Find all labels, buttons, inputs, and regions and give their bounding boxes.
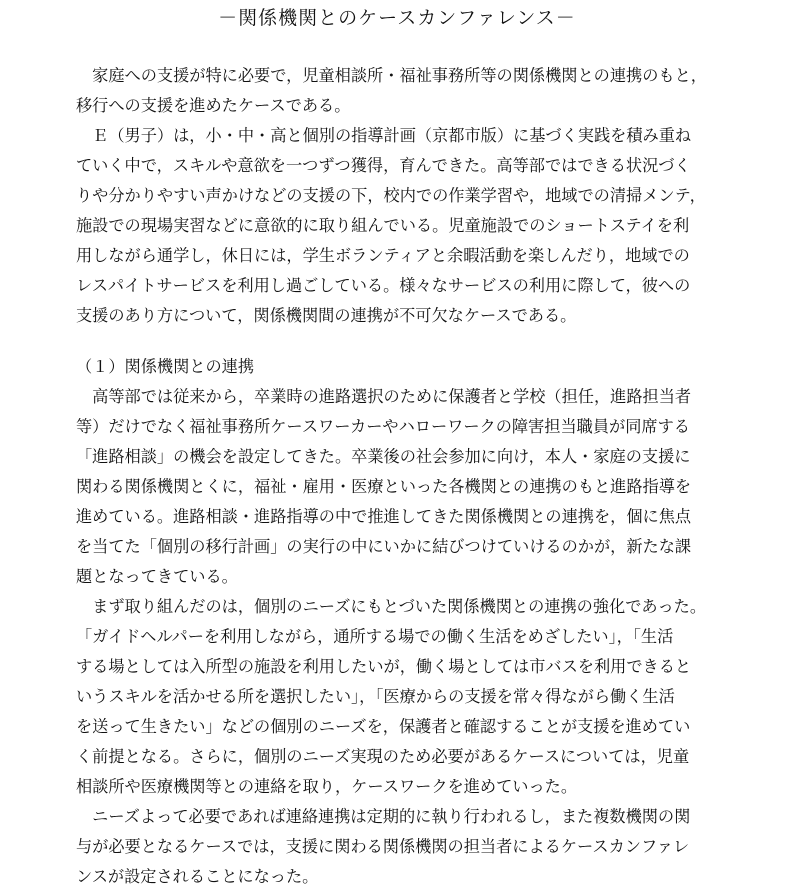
text-line: ていく中で，スキルや意欲を一つずつ獲得，育んできた。高等部ではできる状況づく — [76, 156, 691, 175]
intro-paragraphs — [76, 61, 726, 331]
section-paragraphs — [76, 382, 726, 892]
text-line: 「進路相談」の機会を設定してきた。卒業後の社会参加に向け，本人・家庭の支援に — [76, 447, 691, 466]
text-line: いうスキルを活かせる所を選択したい」，「医療からの支援を常々得ながら働く生活 — [76, 687, 675, 706]
text-line: 高等部では従来から，卒業時の進路選択のために保護者と学校（担任，進路担当者 — [76, 387, 692, 406]
text-line: 「ガイドヘルパーを利用しながら，通所する場での働く生活をめざしたい」，「生活 — [76, 627, 674, 646]
text-line: する場としては入所型の施設を利用したいが，働く場としては市バスを利用できると — [76, 657, 692, 676]
text-line: Ｅ（男子）は，小・中・高と個別の指導計画（京都市版）に基づく実践を積み重ね — [76, 126, 692, 145]
text-line: 用しながら通学し，休日には，学生ボランティアと余暇活動を楽しんだり，地域での — [76, 246, 690, 265]
text-line: 施設での現場実習などに意欲的に取り組んでいる。児童施設でのショートステイを利 — [76, 216, 690, 235]
text-line: ンスが設定されることになった。 — [76, 867, 319, 886]
text-line: 支援のあり方について，関係機関間の連携が不可欠なケースである。 — [76, 306, 577, 325]
text-line: 相談所や医療機関等との連絡を取り，ケースワークを進めていった。 — [76, 777, 578, 796]
text-line: 家庭への支援が特に必要で，児童相談所・福祉事務所等の関係機関との連携のもと， — [76, 66, 707, 85]
text-line: ニーズよって必要であれば連絡連携は定期的に執り行われるし，また複数機関の関 — [76, 807, 691, 826]
text-line: 与が必要となるケースでは，支援に関わる関係機関の担当者によるケースカンファレ — [76, 837, 690, 856]
section-heading: （１）関係機関との連携 — [76, 357, 255, 376]
text-line: く前提となる。さらに，個別のニーズ実現のため必要があるケースについては，児童 — [76, 747, 690, 766]
text-line: レスパイトサービスを利用し過ごしている。様々なサービスの利用に際して，彼への — [76, 276, 691, 295]
text-line: 進めている。進路相談・進路指導の中で推進してきた関係機関との連携を，個に焦点 — [76, 507, 692, 526]
text-line: を当てた「個別の移行計画」の実行の中にいかに結びつけていけるのかが，新たな課 — [76, 537, 692, 556]
text-line: 移行への支援を進めたケースである。 — [76, 96, 351, 115]
text-line: 題となってきている。 — [76, 567, 238, 586]
text-line: 等）だけでなく福祉事務所ケースワーカーやハローワークの障害担当職員が同席する — [76, 417, 690, 436]
text-line: を送って生きたい」などの個別のニーズを，保護者と確認することが支援を進めてい — [76, 717, 691, 736]
document-title: －関係機関とのケースカンファレンス－ — [218, 7, 576, 29]
text-line: りや分かりやすい声かけなどの支援の下，校内での作業学習や，地域での清掃メンテ， — [76, 186, 706, 205]
text-line: まず取り組んだのは，個別のニーズにもとづいた関係機関との連携の強化であった。 — [76, 597, 707, 616]
text-line: 関わる関係機関とくに，福祉・雇用・医療といった各機関との連携のもと進路指導を — [76, 477, 692, 496]
